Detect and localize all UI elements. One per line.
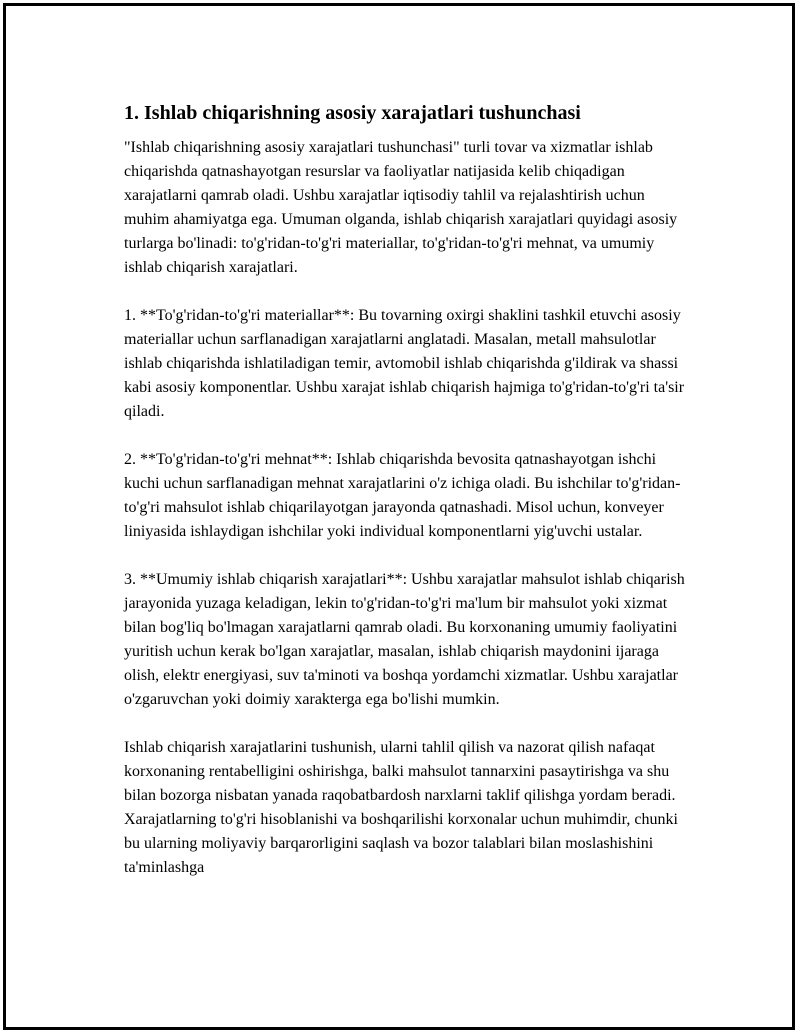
paragraph-overhead: 3. **Umumiy ishlab chiqarish xarajatlari**: Ushbu xarajatlar mahsulot ishlab chiqarish jarayonida yuzaga keladigan, lekin to'g'ridan-to'g'ri ma'lum bir mahsulot yoki xizmat bilan bog'liq bo'lmagan xarajatlarni qamrab oladi. Bu korxonaning umumiy faoliyatini yuritish uchun kerak bo'lgan xarajatlar, masalan, ishlab chiqarish maydonini ijaraga olish, elektr energiyasi, suv ta'minoti va boshqa yordamchi xizmatlar. Ushbu xarajatlar o'zgaruvchan yoki doimiy xarakterga ega bo'lishi mumkin.: [124, 571, 685, 708]
paragraph-conclusion: Ishlab chiqarish xarajatlarini tushunish, ularni tahlil qilish va nazorat qilish nafaqat korxonaning rentabelligini oshirishga, balki mahsulot tannarxini pasaytirishga va shu bilan bozorga nisbatan yanada raqobatbardosh narxlarni taklif qilishga yordam beradi. Xarajatlarning to'g'ri hisoblanishi va boshqarilishi korxonalar uchun muhimdir, chunki bu ularning moliyaviy barqarorligini saqlash va bozor talablari bilan moslashishini ta'minlashga: [124, 739, 678, 876]
page-title: 1. Ishlab chiqarishning asosiy xarajatlari tushunchasi: [124, 102, 581, 124]
paragraph-direct-materials: 1. **To'g'ridan-to'g'ri materiallar**: Bu tovarning oxirgi shaklini tashkil etuvchi asosiy materiallar uchun sarflanadigan xarajatlarni anglatadi. Masalan, metall mahsulotlar ishlab chiqarishda ishlatiladigan temir, avtomobil ishlab chiqarishda g'ildirak va shassi kabi asosiy komponentlar. Ushbu xarajat ishlab chiqarish hajmiga to'g'ridan-to'g'ri ta'sir qiladi.: [124, 307, 685, 420]
document-body: [124, 101, 694, 904]
paragraph-direct-labor: 2. **To'g'ridan-to'g'ri mehnat**: Ishlab chiqarishda bevosita qatnashayotgan ishchi kuchi uchun sarflanadigan mehnat xarajatlarini o'z ichiga oladi. Bu ishchilar to'g'ridan-to'g'ri mahsulot ishlab chiqarilayotgan jarayonda qatnashadi. Misol uchun, konveyer liniyasida ishlaydigan ishchilar yoki individual komponentlarni yig'uvchi ustalar.: [124, 451, 681, 540]
page-frame: [3, 3, 795, 1030]
paragraph-intro: "Ishlab chiqarishning asosiy xarajatlari tushunchasi" turli tovar va xizmatlar ishlab chiqarishda qatnashayotgan resurslar va faoliyatlar natijasida kelib chiqadigan xarajatlarni qamrab oladi. Ushbu xarajatlar iqtisodiy tahlil va rejalashtirish uchun muhim ahamiyatga ega. Umuman olganda, ishlab chiqarish xarajatlari quyidagi asosiy turlarga bo'linadi: to'g'ridan-to'g'ri materiallar, to'g'ridan-to'g'ri mehnat, va umumiy ishlab chiqarish xarajatlari.: [124, 139, 678, 276]
